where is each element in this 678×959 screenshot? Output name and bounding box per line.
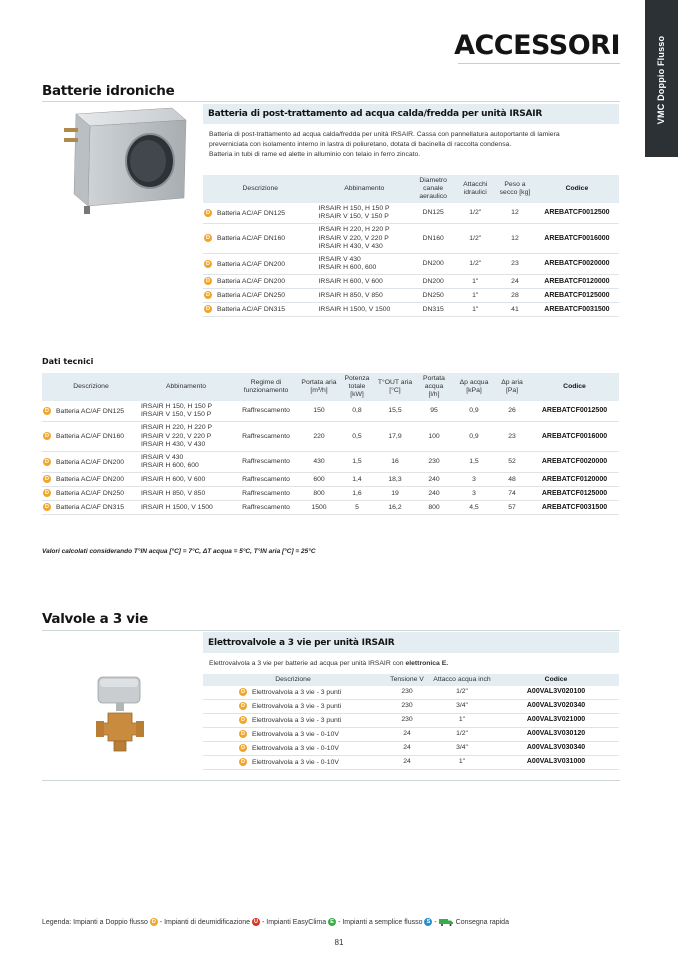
table-row [42, 487, 619, 501]
row-abbinamento: IRSAIR H 600, 600 [141, 462, 199, 470]
header-label: Potenza totale [344, 375, 370, 390]
header-unit: [Pa] [505, 387, 519, 394]
doppio-flusso-badge-icon: D [43, 489, 51, 497]
doppio-flusso-badge-icon: D [43, 432, 51, 440]
row-diametro: DN200 [411, 254, 455, 275]
row-dp-acqua: 3 [454, 487, 494, 501]
col-header-descrizione: Descrizione [203, 674, 383, 686]
table-row [203, 224, 619, 254]
row-abbinamento: IRSAIR H 220, H 220 P [141, 424, 213, 432]
dati-tecnici-title: Dati tecnici [42, 357, 94, 366]
row-dp-acqua: 0,9 [454, 422, 494, 452]
row-tout: 18,3 [376, 473, 414, 487]
row-portata: 1500 [300, 501, 338, 515]
col-header-tensione: Tensione V [383, 674, 431, 686]
valvole-description-text: Elettrovalvola a 3 vie per batterie ad acqua per unità IRSAIR con [209, 660, 406, 667]
row-tensione: 24 [383, 728, 431, 742]
row-description: Elettrovalvola a 3 vie - 3 punti [252, 688, 342, 696]
row-regime: Raffrescamento [232, 487, 300, 501]
page-title: ACCESSORI [454, 30, 620, 61]
legend-consegna-rapida: Consegna rapida [455, 918, 509, 926]
batterie-section-divider [42, 101, 620, 102]
doppio-flusso-badge-icon: D [204, 209, 212, 217]
row-attacchi: 1" [455, 303, 495, 317]
valvole-section-title: Valvole a 3 vie [42, 611, 148, 627]
row-peso: 12 [495, 224, 535, 254]
valvole-section-divider [42, 630, 620, 631]
row-attacchi: 1/2" [455, 254, 495, 275]
col-header-regime: Regime di funzionamento [232, 373, 300, 401]
legend: Legenda: Impianti a Doppio flusso D - Impianti di deumidificazione U - Impianti EasyClima E - Impianti a semplice flusso S - Consegna rapida [42, 918, 509, 926]
table-row [203, 203, 619, 224]
doppio-flusso-badge-icon: D [204, 291, 212, 299]
row-tout: 19 [376, 487, 414, 501]
row-description: Batteria AC/AF DN250 [56, 490, 124, 498]
row-dp-aria: 52 [494, 452, 530, 473]
title-divider [458, 63, 620, 64]
row-portata-acqua: 95 [414, 401, 454, 422]
legend-item-deumidificazione: Impianti di deumidificazione [164, 918, 251, 926]
row-portata: 600 [300, 473, 338, 487]
doppio-flusso-badge-icon: D [239, 702, 247, 710]
batterie-description-line: Batteria di post-trattamento ad acqua calda/fredda per unità IRSAIR. Cassa con pannellatura autoportante di lamiera [209, 131, 560, 138]
row-tensione: 24 [383, 742, 431, 756]
row-potenza: 0,8 [338, 401, 376, 422]
row-potenza: 1,5 [338, 452, 376, 473]
row-dp-aria: 57 [494, 501, 530, 515]
row-portata: 800 [300, 487, 338, 501]
side-tab-label: VMC Doppio Flusso [656, 35, 667, 125]
header-label: Portata aria [301, 379, 337, 386]
row-portata: 430 [300, 452, 338, 473]
table-row [42, 422, 619, 452]
row-attacco: 3/4" [431, 742, 493, 756]
header-label: T°OUT aria [377, 379, 413, 386]
col-header-attacco: Attacco acqua inch [431, 674, 493, 686]
row-description: Elettrovalvola a 3 vie - 3 punti [252, 702, 342, 710]
row-codice: AREBATCF0012500 [530, 401, 619, 422]
row-regime: Raffrescamento [232, 452, 300, 473]
batterie-product-header: Batteria di post-trattamento ad acqua calda/fredda per unità IRSAIR [203, 104, 619, 124]
row-codice: A00VAL3V020340 [493, 700, 619, 714]
row-portata-acqua: 240 [414, 473, 454, 487]
row-codice: A00VAL3V030340 [493, 742, 619, 756]
row-attacchi: 1/2" [455, 203, 495, 224]
row-attacchi: 1" [455, 289, 495, 303]
row-description: Batteria AC/AF DN160 [217, 235, 285, 242]
row-peso: 28 [495, 289, 535, 303]
row-diametro: DN160 [411, 224, 455, 254]
col-header-dp-aria [494, 373, 530, 401]
col-header-attacchi: Attacchi idraulici [455, 175, 495, 203]
row-tout: 17,9 [376, 422, 414, 452]
row-potenza: 1,6 [338, 487, 376, 501]
row-tensione: 230 [383, 700, 431, 714]
col-header-diametro: Diametro canale aeraulico [411, 175, 455, 203]
valvole-description-bold: elettronica E. [405, 660, 449, 667]
header-unit: [°C] [389, 387, 401, 394]
row-abbinamento: IRSAIR H 600, 600 [318, 264, 377, 272]
header-unit: [kW] [350, 391, 364, 398]
truck-icon [439, 918, 454, 926]
row-dp-aria: 74 [494, 487, 530, 501]
row-abbinamento: IRSAIR V 220, V 220 P [318, 234, 389, 242]
row-codice: AREBATCF0120000 [530, 473, 619, 487]
batterie-description-line: preverniciata con isolamento interno in lastra di poliuretano, dotata di bacinella di raccolta condensa. [209, 141, 512, 148]
col-header-descrizione: Descrizione [203, 175, 318, 203]
row-codice: AREBATCF0125000 [530, 487, 619, 501]
row-tout: 16,2 [376, 501, 414, 515]
row-codice: A00VAL3V020100 [493, 686, 619, 700]
row-peso: 41 [495, 303, 535, 317]
row-dp-acqua: 3 [454, 473, 494, 487]
legend-item-semplice: Impianti a semplice flusso [342, 918, 423, 926]
row-codice: AREBATCF0012500 [535, 203, 619, 224]
row-attacco: 1" [431, 756, 493, 770]
row-description: Batteria AC/AF DN125 [56, 407, 124, 415]
valvole-table [203, 674, 619, 770]
row-potenza: 0,5 [338, 422, 376, 452]
table-row [203, 686, 619, 700]
row-abbinamento: IRSAIR V 150, V 150 P [141, 411, 212, 419]
row-description: Elettrovalvola a 3 vie - 0-10V [252, 744, 339, 752]
row-portata-acqua: 100 [414, 422, 454, 452]
table-row [203, 714, 619, 728]
doppio-flusso-badge-icon: D [204, 234, 212, 242]
side-tab [645, 0, 678, 157]
page-number: 81 [334, 938, 344, 947]
valvole-bottom-divider [42, 780, 620, 781]
row-abbinamento: IRSAIR H 600, V 600 [318, 277, 383, 285]
header-label: Δp acqua [459, 379, 489, 386]
row-peso: 24 [495, 275, 535, 289]
batterie-section-title: Batterie idroniche [42, 83, 175, 99]
legend-item-doppio: Impianti a Doppio flusso [73, 918, 148, 926]
battery-product-image [60, 106, 190, 218]
table-row [42, 401, 619, 422]
col-header-portata-acqua [414, 373, 454, 401]
row-codice: A00VAL3V030120 [493, 728, 619, 742]
row-dp-aria: 48 [494, 473, 530, 487]
doppio-flusso-badge-icon: D [239, 744, 247, 752]
table-row [203, 742, 619, 756]
row-regime: Raffrescamento [232, 501, 300, 515]
row-dp-aria: 26 [494, 401, 530, 422]
row-codice: AREBATCF0016000 [530, 422, 619, 452]
doppio-flusso-badge-icon: D [239, 730, 247, 738]
row-abbinamento: IRSAIR H 1500, V 1500 [318, 305, 391, 313]
col-header-abbinamento: Abbinamento [140, 373, 232, 401]
row-dp-aria: 23 [494, 422, 530, 452]
row-abbinamento: IRSAIR V 430 [318, 256, 361, 264]
row-diametro: DN200 [411, 275, 455, 289]
doppio-flusso-badge-icon: D [150, 918, 158, 926]
row-attacchi: 1/2" [455, 224, 495, 254]
doppio-flusso-badge-icon: D [43, 458, 51, 466]
doppio-flusso-badge-icon: D [43, 503, 51, 511]
table-row [203, 254, 619, 275]
row-attacco: 1/2" [431, 686, 493, 700]
table-row [42, 452, 619, 473]
col-header-portata-aria [300, 373, 338, 401]
header-label: Δp aria [501, 379, 523, 386]
row-regime: Raffrescamento [232, 401, 300, 422]
row-codice: AREBATCF0020000 [535, 254, 619, 275]
row-description: Batteria AC/AF DN250 [217, 292, 285, 300]
row-codice: AREBATCF0020000 [530, 452, 619, 473]
row-abbinamento: IRSAIR H 430, V 430 [141, 440, 206, 448]
row-abbinamento: IRSAIR V 150, V 150 P [318, 213, 389, 221]
header-unit: [kPa] [466, 387, 482, 394]
batterie-table [203, 175, 619, 317]
row-codice: AREBATCF0031500 [535, 303, 619, 317]
row-codice: AREBATCF0120000 [535, 275, 619, 289]
row-potenza: 5 [338, 501, 376, 515]
row-abbinamento: IRSAIR H 850, V 850 [318, 291, 383, 299]
col-header-codice: Codice [535, 175, 619, 203]
legend-item-easyclima: Impianti EasyClima [266, 918, 327, 926]
row-regime: Raffrescamento [232, 473, 300, 487]
row-abbinamento: IRSAIR H 600, V 600 [141, 475, 206, 483]
row-codice: AREBATCF0031500 [530, 501, 619, 515]
row-portata-acqua: 230 [414, 452, 454, 473]
row-tensione: 230 [383, 686, 431, 700]
row-tout: 16 [376, 452, 414, 473]
row-portata: 150 [300, 401, 338, 422]
table-row [203, 275, 619, 289]
batterie-description-line: Batteria in tubi di rame ed alette in alluminio con telaio in ferro zincato. [209, 151, 421, 158]
row-regime: Raffrescamento [232, 422, 300, 452]
row-description: Elettrovalvola a 3 vie - 0-10V [252, 758, 339, 766]
doppio-flusso-badge-icon: D [204, 305, 212, 313]
row-abbinamento: IRSAIR H 150, H 150 P [318, 205, 390, 212]
col-header-codice: Codice [530, 373, 619, 401]
doppio-flusso-badge-icon: D [239, 688, 247, 696]
row-potenza: 1,4 [338, 473, 376, 487]
easyclima-badge-icon: E [328, 918, 336, 926]
header-unit: [m³/h] [310, 387, 328, 394]
row-codice: A00VAL3V031000 [493, 756, 619, 770]
row-abbinamento: IRSAIR H 150, H 150 P [141, 403, 213, 410]
col-header-potenza [338, 373, 376, 401]
batterie-description [209, 130, 619, 160]
deumidificazione-badge-icon: U [252, 918, 260, 926]
row-attacchi: 1" [455, 275, 495, 289]
col-header-peso: Peso a secco [kg] [495, 175, 535, 203]
legend-label: Legenda: [42, 918, 72, 926]
row-abbinamento: IRSAIR H 1500, V 1500 [141, 503, 213, 511]
table-row [42, 473, 619, 487]
row-attacco: 1/2" [431, 728, 493, 742]
row-description: Batteria AC/AF DN315 [217, 306, 285, 314]
row-attacco: 1" [431, 714, 493, 728]
table-row [203, 756, 619, 770]
col-header-abbinamento: Abbinamento [318, 175, 411, 203]
doppio-flusso-badge-icon: D [239, 758, 247, 766]
row-tensione: 24 [383, 756, 431, 770]
table-row [42, 501, 619, 515]
row-peso: 12 [495, 203, 535, 224]
row-description: Batteria AC/AF DN315 [56, 504, 124, 512]
doppio-flusso-badge-icon: D [204, 260, 212, 268]
row-tout: 15,5 [376, 401, 414, 422]
col-header-descrizione: Descrizione [42, 373, 140, 401]
valvole-product-header: Elettrovalvole a 3 vie per unità IRSAIR [203, 632, 619, 653]
row-diametro: DN315 [411, 303, 455, 317]
row-codice: AREBATCF0125000 [535, 289, 619, 303]
doppio-flusso-badge-icon: D [239, 716, 247, 724]
row-description: Batteria AC/AF DN200 [56, 476, 124, 484]
table-row [203, 728, 619, 742]
row-peso: 23 [495, 254, 535, 275]
row-abbinamento: IRSAIR V 220, V 220 P [141, 432, 212, 440]
row-codice: A00VAL3V021000 [493, 714, 619, 728]
col-header-codice: Codice [493, 674, 619, 686]
row-description: Elettrovalvola a 3 vie - 3 punti [252, 716, 342, 724]
dati-tecnici-table [42, 373, 619, 515]
table-row [203, 700, 619, 714]
row-dp-acqua: 4,5 [454, 501, 494, 515]
row-abbinamento: IRSAIR H 850, V 850 [141, 489, 206, 497]
doppio-flusso-badge-icon: D [43, 407, 51, 415]
table-row [203, 303, 619, 317]
row-description: Batteria AC/AF DN200 [56, 458, 124, 466]
row-attacco: 3/4" [431, 700, 493, 714]
doppio-flusso-badge-icon: D [204, 277, 212, 285]
table-row [203, 289, 619, 303]
row-tensione: 230 [383, 714, 431, 728]
row-portata-acqua: 800 [414, 501, 454, 515]
row-description: Batteria AC/AF DN160 [56, 433, 124, 440]
header-unit: [l/h] [428, 391, 440, 398]
valvole-description [209, 659, 619, 669]
row-diametro: DN250 [411, 289, 455, 303]
row-dp-acqua: 0,9 [454, 401, 494, 422]
row-description: Batteria AC/AF DN200 [217, 278, 285, 286]
row-description: Batteria AC/AF DN125 [217, 209, 285, 217]
row-abbinamento: IRSAIR H 220, H 220 P [318, 226, 390, 234]
calculation-note: Valori calcolati considerando T°IN acqua [°C] = 7°C, ΔT acqua = 5°C, T°IN aria [°C] = 25°C [42, 548, 316, 555]
row-diametro: DN125 [411, 203, 455, 224]
row-codice: AREBATCF0016000 [535, 224, 619, 254]
col-header-tout [376, 373, 414, 401]
header-label: Portata acqua [423, 375, 445, 390]
row-portata-acqua: 240 [414, 487, 454, 501]
col-header-dp-acqua [454, 373, 494, 401]
doppio-flusso-badge-icon: D [43, 475, 51, 483]
row-dp-acqua: 1,5 [454, 452, 494, 473]
valve-product-image [94, 675, 146, 755]
row-description: Batteria AC/AF DN200 [217, 260, 285, 268]
row-description: Elettrovalvola a 3 vie - 0-10V [252, 730, 339, 738]
row-abbinamento: IRSAIR V 430 [141, 454, 184, 462]
row-portata: 220 [300, 422, 338, 452]
row-abbinamento: IRSAIR H 430, V 430 [318, 242, 383, 250]
semplice-flusso-badge-icon: S [424, 918, 432, 926]
